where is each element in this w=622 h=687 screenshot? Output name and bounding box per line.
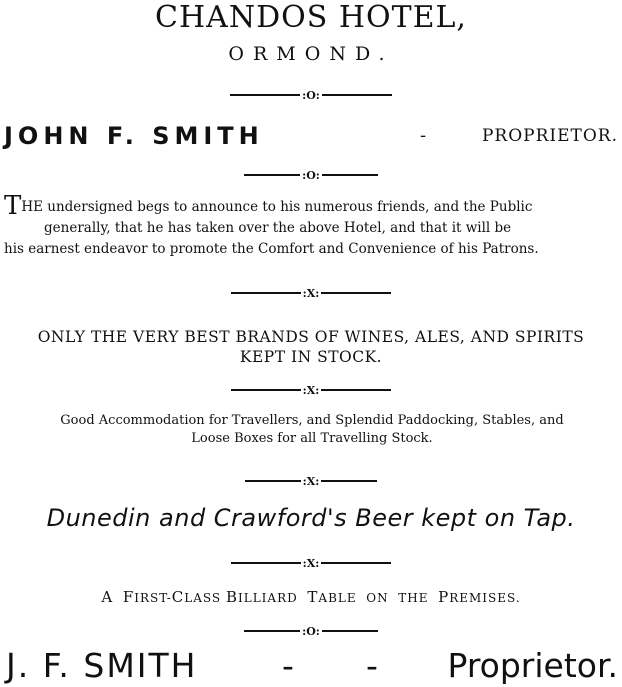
- billiard-initial: F: [122, 588, 135, 606]
- announcement-line: generally, that he has taken over the above Hotel, and that it will be: [44, 220, 512, 236]
- hotel-location: ORMOND.: [228, 43, 394, 65]
- divider-mark: :X:: [302, 383, 320, 397]
- accommodation-line: Good Accommodation for Travellers, and Splendid Paddocking, Stables, and: [60, 413, 564, 428]
- billiard-notice: [0, 588, 622, 606]
- divider-mark: :O:: [302, 88, 320, 102]
- divider-rule: [321, 480, 377, 482]
- divider-rule: [322, 630, 378, 632]
- footer-title: Proprietor.: [447, 646, 618, 685]
- divider-mark: :X:: [302, 286, 320, 300]
- accommodation-notice: [4, 412, 620, 448]
- divider-rule: [244, 174, 300, 176]
- divider: [0, 88, 622, 102]
- divider: [0, 474, 622, 488]
- divider-rule: [230, 94, 300, 96]
- divider-mark: :X:: [302, 556, 320, 570]
- divider-rule: [245, 480, 301, 482]
- divider-rule: [231, 562, 301, 564]
- brands-line: ONLY THE VERY BEST BRANDS OF WINES, ALES, AND SPIRITS: [37, 328, 585, 346]
- divider-rule: [244, 630, 300, 632]
- proprietor-line: [4, 122, 618, 150]
- billiard-word: IRST-: [134, 591, 172, 605]
- divider-rule: [231, 292, 301, 294]
- billiard-word: ILLIARD: [238, 591, 298, 605]
- hotel-name: CHANDOS HOTEL,: [155, 0, 467, 35]
- billiard-initial: B: [225, 588, 238, 606]
- billiard-word: ON: [366, 591, 389, 605]
- divider-rule: [322, 94, 392, 96]
- divider: [0, 624, 622, 638]
- divider-rule: [321, 389, 391, 391]
- beer-notice: Dunedin and Crawford's Beer kept on Tap.: [46, 504, 576, 532]
- billiard-word: A: [101, 588, 114, 606]
- proprietor-name: JOHN F. SMITH: [4, 122, 264, 150]
- announcement-line: [4, 191, 620, 221]
- billiard-initial: P: [438, 588, 450, 606]
- divider: [0, 383, 622, 397]
- accommodation-line: Loose Boxes for all Travelling Stock.: [191, 431, 433, 446]
- billiard-initial: C: [171, 588, 185, 606]
- proprietor-dash: -: [420, 125, 427, 146]
- divider-mark: :X:: [302, 474, 320, 488]
- divider: [0, 168, 622, 182]
- footer-dash: -: [282, 646, 294, 685]
- brands-line: KEPT IN STOCK.: [239, 348, 383, 366]
- billiard-word: THE: [398, 591, 429, 605]
- brands-notice: [0, 327, 622, 367]
- footer-name: J. F. SMITH: [6, 646, 198, 685]
- announcement-text: HE undersigned begs to announce to his numerous friends, and the Public: [21, 199, 533, 215]
- billiard-initial: T: [307, 588, 319, 606]
- divider-rule: [321, 562, 391, 564]
- drop-cap: T: [4, 191, 22, 221]
- divider-rule: [322, 174, 378, 176]
- divider: [0, 556, 622, 570]
- footer-dash: -: [366, 646, 378, 685]
- billiard-word: ABLE: [318, 591, 357, 605]
- announcement-line: his earnest endeavor to promote the Comfort and Convenience of his Patrons.: [4, 241, 539, 257]
- divider-mark: :O:: [302, 624, 320, 638]
- billiard-word: LASS: [184, 591, 222, 605]
- divider: [0, 286, 622, 300]
- divider-rule: [231, 389, 301, 391]
- proprietor-title: PROPRIETOR.: [481, 126, 618, 146]
- divider-rule: [321, 292, 391, 294]
- billiard-word: REMISES.: [449, 591, 521, 605]
- divider-mark: :O:: [302, 168, 320, 182]
- announcement-paragraph: [4, 191, 620, 260]
